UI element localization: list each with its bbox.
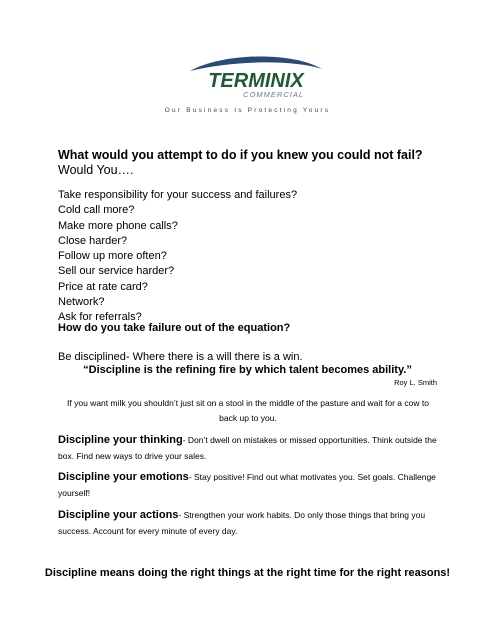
paragraph-text: - Stay positive! Find out what motivates you. Set goals. Challenge yourself! [58, 472, 436, 498]
logo-graphic [172, 55, 332, 105]
question-subtitle: Would You…. [58, 163, 134, 177]
closing-statement: Discipline means doing the right things at the right time for the right reasons! [44, 567, 451, 579]
quote: “Discipline is the refining fire by which talent becomes ability.” [83, 364, 412, 376]
question-list [58, 188, 297, 326]
tagline: Our Business Is Protecting Yours [164, 107, 331, 114]
quote-author: Roy L. Smith [394, 378, 437, 387]
terminix-logo [172, 55, 332, 105]
list-item: Price at rate card? [58, 280, 148, 293]
failure-question: How do you take failure out of the equation? [58, 322, 291, 334]
paragraph-text: - Don’t dwell on mistakes or missed opportunities. Think outside the box. Find new ways to drive your sales. [58, 435, 437, 461]
list-item: Cold call more? [58, 204, 135, 217]
list-item: Network? [58, 296, 105, 309]
logo-swoosh-icon [190, 56, 322, 71]
logo-sub-text: COMMERCIAL [243, 90, 304, 99]
list-item: Close harder? [58, 234, 128, 247]
milk-paragraph: If you want milk you shouldn’t just sit on a stool in the middle of the pasture and wait for a cow to back up to you. [67, 398, 429, 423]
paragraph-lead: Discipline your emotions [58, 471, 189, 483]
paragraph-lead: Discipline your actions [58, 509, 179, 521]
list-item: Ask for referrals? [58, 311, 142, 324]
list-item: Sell our service harder? [58, 265, 175, 278]
actions-paragraph [58, 507, 438, 539]
question-title: What would you attempt to do if you knew you could not fail? [58, 148, 423, 162]
emotions-paragraph [58, 469, 438, 501]
list-item: Take responsibility for your success and failures? [58, 189, 298, 201]
list-item: Follow up more often? [58, 250, 167, 263]
thinking-paragraph [58, 432, 438, 464]
disciplined-line: Be disciplined- Where there is a will there is a win. [58, 351, 303, 363]
paragraph-lead: Discipline your thinking [58, 434, 183, 446]
paragraph-text: - Strengthen your work habits. Do only those things that bring you success. Account for every minute of every day. [58, 510, 426, 536]
logo-brand-text: TERMINIX [208, 70, 304, 92]
list-item: Make more phone calls? [58, 219, 178, 232]
